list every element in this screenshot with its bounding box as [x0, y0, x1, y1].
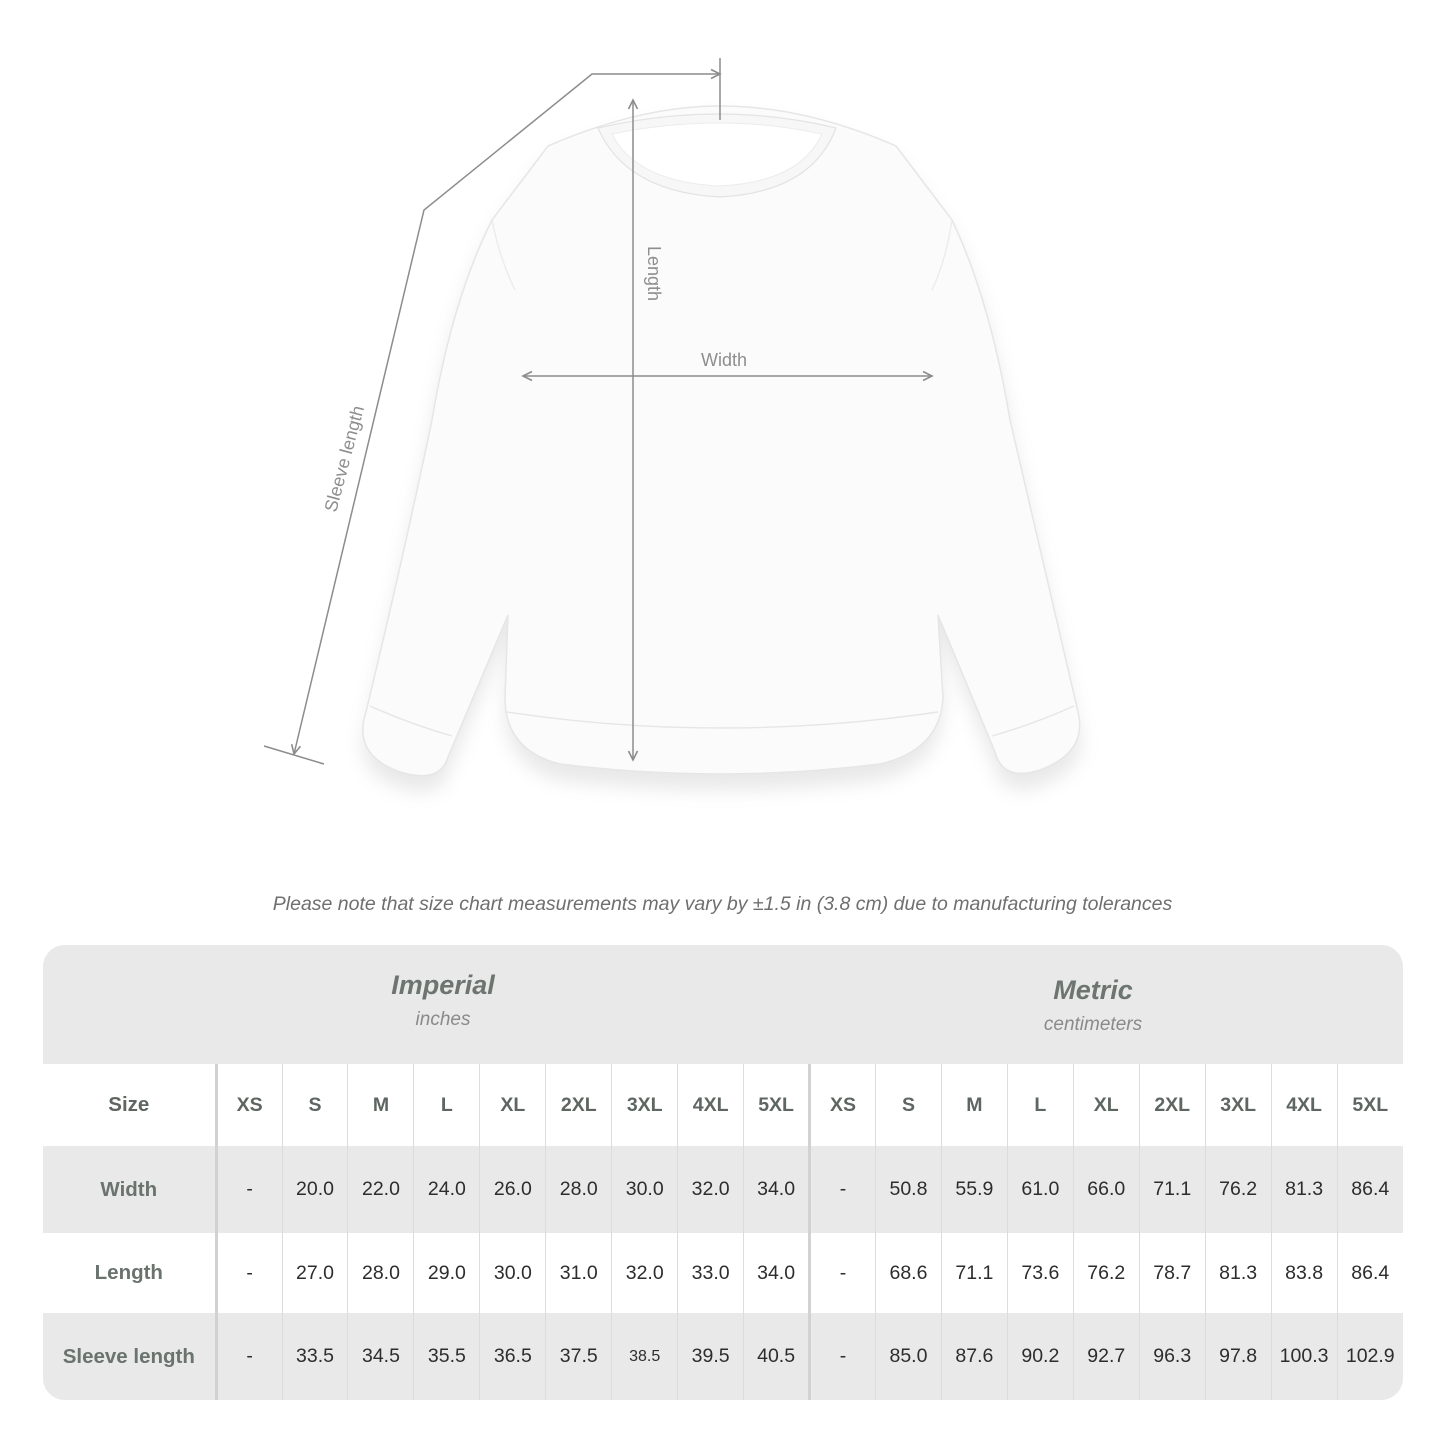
metric-value-cell: 68.6: [875, 1233, 941, 1313]
metric-value-cell: 86.4: [1337, 1146, 1403, 1233]
size-header-cell: L: [414, 1064, 480, 1146]
metric-value-cell: 76.2: [1205, 1146, 1271, 1233]
size-header-cell: XS: [810, 1064, 876, 1146]
size-header-cell: 3XL: [1205, 1064, 1271, 1146]
metric-value-cell: 87.6: [941, 1313, 1007, 1400]
imperial-value-cell: 37.5: [546, 1313, 612, 1400]
imperial-value-cell: 22.0: [348, 1146, 414, 1233]
imperial-title: Imperial: [391, 970, 495, 1000]
imperial-value-cell: 39.5: [678, 1313, 744, 1400]
metric-value-cell: 100.3: [1271, 1313, 1337, 1400]
row-label: Length: [43, 1233, 216, 1313]
metric-value-cell: -: [810, 1233, 876, 1313]
metric-title: Metric: [1053, 975, 1133, 1005]
imperial-value-cell: 33.5: [282, 1313, 348, 1400]
metric-value-cell: 102.9: [1337, 1313, 1403, 1400]
imperial-value-cell: 28.0: [348, 1233, 414, 1313]
imperial-value-cell: 20.0: [282, 1146, 348, 1233]
imperial-value-cell: 30.0: [480, 1233, 546, 1313]
metric-value-cell: 50.8: [875, 1146, 941, 1233]
size-header-cell: M: [348, 1064, 414, 1146]
size-header-cell: S: [875, 1064, 941, 1146]
size-header-cell: L: [1007, 1064, 1073, 1146]
table-row: [43, 1146, 1403, 1233]
size-chart-table: [43, 945, 1403, 1400]
imperial-value-cell: 32.0: [612, 1233, 678, 1313]
imperial-value-cell: 33.0: [678, 1233, 744, 1313]
imperial-value-cell: 34.0: [744, 1146, 810, 1233]
tolerance-note: Please note that size chart measurements may vary by ±1.5 in (3.8 cm) due to manufacturing tolerances: [272, 893, 1173, 915]
row-label-size: Size: [43, 1064, 216, 1146]
imperial-value-cell: 28.0: [546, 1146, 612, 1233]
imperial-value-cell: -: [216, 1233, 282, 1313]
row-label: Width: [43, 1146, 216, 1233]
size-header-cell: XS: [216, 1064, 282, 1146]
metric-value-cell: 66.0: [1073, 1146, 1139, 1233]
imperial-subtitle: inches: [415, 1009, 471, 1030]
metric-value-cell: 81.3: [1205, 1233, 1271, 1313]
metric-value-cell: 92.7: [1073, 1313, 1139, 1400]
imperial-value-cell: 26.0: [480, 1146, 546, 1233]
imperial-value-cell: 31.0: [546, 1233, 612, 1313]
size-header-cell: 4XL: [1271, 1064, 1337, 1146]
imperial-value-cell: 40.5: [744, 1313, 810, 1400]
size-header-cell: XL: [480, 1064, 546, 1146]
imperial-value-cell: 34.0: [744, 1233, 810, 1313]
imperial-value-cell: 32.0: [678, 1146, 744, 1233]
table-row: [43, 1233, 1403, 1313]
size-header-cell: 4XL: [678, 1064, 744, 1146]
metric-value-cell: -: [810, 1146, 876, 1233]
imperial-value-cell: 24.0: [414, 1146, 480, 1233]
size-table: [43, 1064, 1403, 1400]
metric-value-cell: 97.8: [1205, 1313, 1271, 1400]
width-label: Width: [700, 350, 748, 370]
imperial-value-cell: 38.5: [612, 1313, 678, 1400]
imperial-value-cell: 27.0: [282, 1233, 348, 1313]
metric-value-cell: 61.0: [1007, 1146, 1073, 1233]
metric-value-cell: 78.7: [1139, 1233, 1205, 1313]
imperial-value-cell: -: [216, 1313, 282, 1400]
imperial-value-cell: 29.0: [414, 1233, 480, 1313]
metric-value-cell: 81.3: [1271, 1146, 1337, 1233]
imperial-value-cell: 34.5: [348, 1313, 414, 1400]
metric-value-cell: -: [810, 1313, 876, 1400]
size-header-cell: 5XL: [1337, 1064, 1403, 1146]
imperial-value-cell: 35.5: [414, 1313, 480, 1400]
size-header-cell: 2XL: [1139, 1064, 1205, 1146]
metric-value-cell: 73.6: [1007, 1233, 1073, 1313]
size-header-cell: S: [282, 1064, 348, 1146]
metric-value-cell: 71.1: [1139, 1146, 1205, 1233]
sleeve-length-label: Sleeve length: [320, 403, 369, 515]
metric-value-cell: 76.2: [1073, 1233, 1139, 1313]
size-header-cell: 5XL: [744, 1064, 810, 1146]
metric-value-cell: 86.4: [1337, 1233, 1403, 1313]
metric-value-cell: 83.8: [1271, 1233, 1337, 1313]
table-row: [43, 1313, 1403, 1400]
metric-value-cell: 96.3: [1139, 1313, 1205, 1400]
metric-value-cell: 55.9: [941, 1146, 1007, 1233]
size-header-row: [43, 1064, 1403, 1146]
metric-value-cell: 90.2: [1007, 1313, 1073, 1400]
size-header-cell: XL: [1073, 1064, 1139, 1146]
size-header-cell: 3XL: [612, 1064, 678, 1146]
length-label: Length: [644, 246, 664, 302]
imperial-value-cell: -: [216, 1146, 282, 1233]
size-header-cell: M: [941, 1064, 1007, 1146]
metric-subtitle: centimeters: [1043, 1014, 1143, 1035]
row-label: Sleeve length: [43, 1313, 216, 1400]
metric-value-cell: 85.0: [875, 1313, 941, 1400]
size-header-cell: 2XL: [546, 1064, 612, 1146]
imperial-value-cell: 30.0: [612, 1146, 678, 1233]
imperial-value-cell: 36.5: [480, 1313, 546, 1400]
metric-value-cell: 71.1: [941, 1233, 1007, 1313]
sweatshirt-shape: [363, 106, 1080, 776]
